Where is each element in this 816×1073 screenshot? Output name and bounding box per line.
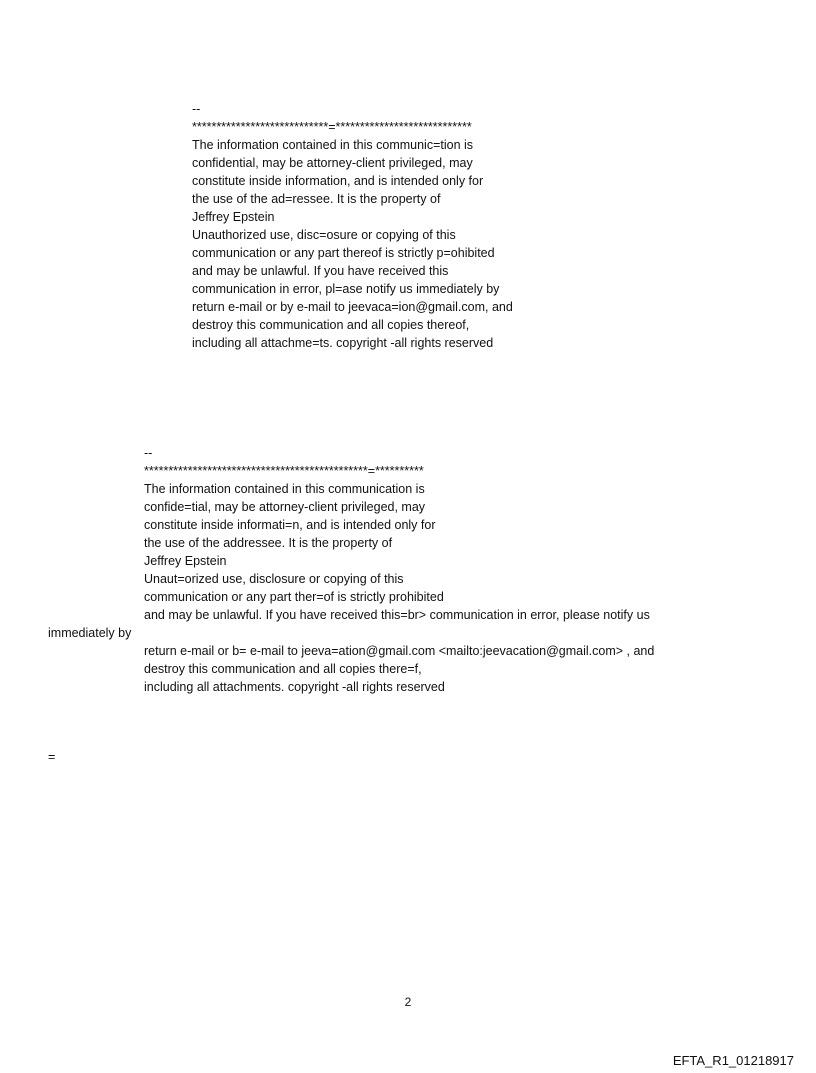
disclaimer-line: constitute inside information, and is intended only for: [192, 174, 484, 188]
page-number: 2: [404, 995, 412, 1009]
disclaimer-line: Unauthorized use, disc=osure or copying of this: [192, 228, 456, 242]
disclaimer-line: constitute inside informati=n, and is intended only for: [144, 518, 436, 532]
disclaimer-line: --: [192, 102, 201, 116]
disclaimer-line: **********************************************=**********: [144, 464, 424, 478]
disclaimer-line: destroy this communication and all copies there=f,: [144, 662, 422, 676]
disclaimer-line-outdented: immediately by: [48, 626, 132, 640]
disclaimer-line: communication or any part thereof is strictly p=ohibited: [192, 246, 495, 260]
disclaimer-line: confide=tial, may be attorney-client privileged, may: [144, 500, 426, 514]
disclaimer-line: The information contained in this communic=tion is: [192, 138, 474, 152]
disclaimer-line: Jeffrey Epstein: [144, 554, 227, 568]
disclaimer-line: Unaut=orized use, disclosure or copying of this: [144, 572, 404, 586]
disclaimer-block-2: [48, 444, 655, 696]
disclaimer-line: destroy this communication and all copies thereof,: [192, 318, 470, 332]
disclaimer-line: and may be unlawful. If you have received this=br> communication in error, please notify us: [144, 608, 650, 622]
disclaimer-line: confidential, may be attorney-client privileged, may: [192, 156, 473, 170]
disclaimer-line: and may be unlawful. If you have received this: [192, 264, 449, 278]
bates-number: EFTA_R1_01218917: [672, 1053, 794, 1068]
disclaimer-line: return e-mail or by e-mail to jeevaca=ion@gmail.com, and: [192, 300, 513, 314]
disclaimer-line: including all attachments. copyright -all rights reserved: [144, 680, 445, 694]
disclaimer-line: including all attachme=ts. copyright -all rights reserved: [192, 336, 494, 350]
disclaimer-line: Jeffrey Epstein: [192, 210, 275, 224]
disclaimer-line: the use of the ad=ressee. It is the property of: [192, 192, 441, 206]
disclaimer-line: --: [144, 446, 153, 460]
disclaimer-line: ****************************=****************************: [192, 120, 472, 134]
disclaimer-line: The information contained in this communication is: [144, 482, 425, 496]
disclaimer-line: return e-mail or b= e-mail to jeeva=ation@gmail.com <mailto:jeevacation@gmail.com> , and: [144, 644, 655, 658]
disclaimer-line: communication in error, pl=ase notify us immediately by: [192, 282, 500, 296]
disclaimer-block-1: [192, 100, 513, 352]
stray-equals-sign: =: [48, 750, 56, 764]
disclaimer-line: communication or any part ther=of is strictly prohibited: [144, 590, 444, 604]
disclaimer-line: the use of the addressee. It is the property of: [144, 536, 393, 550]
